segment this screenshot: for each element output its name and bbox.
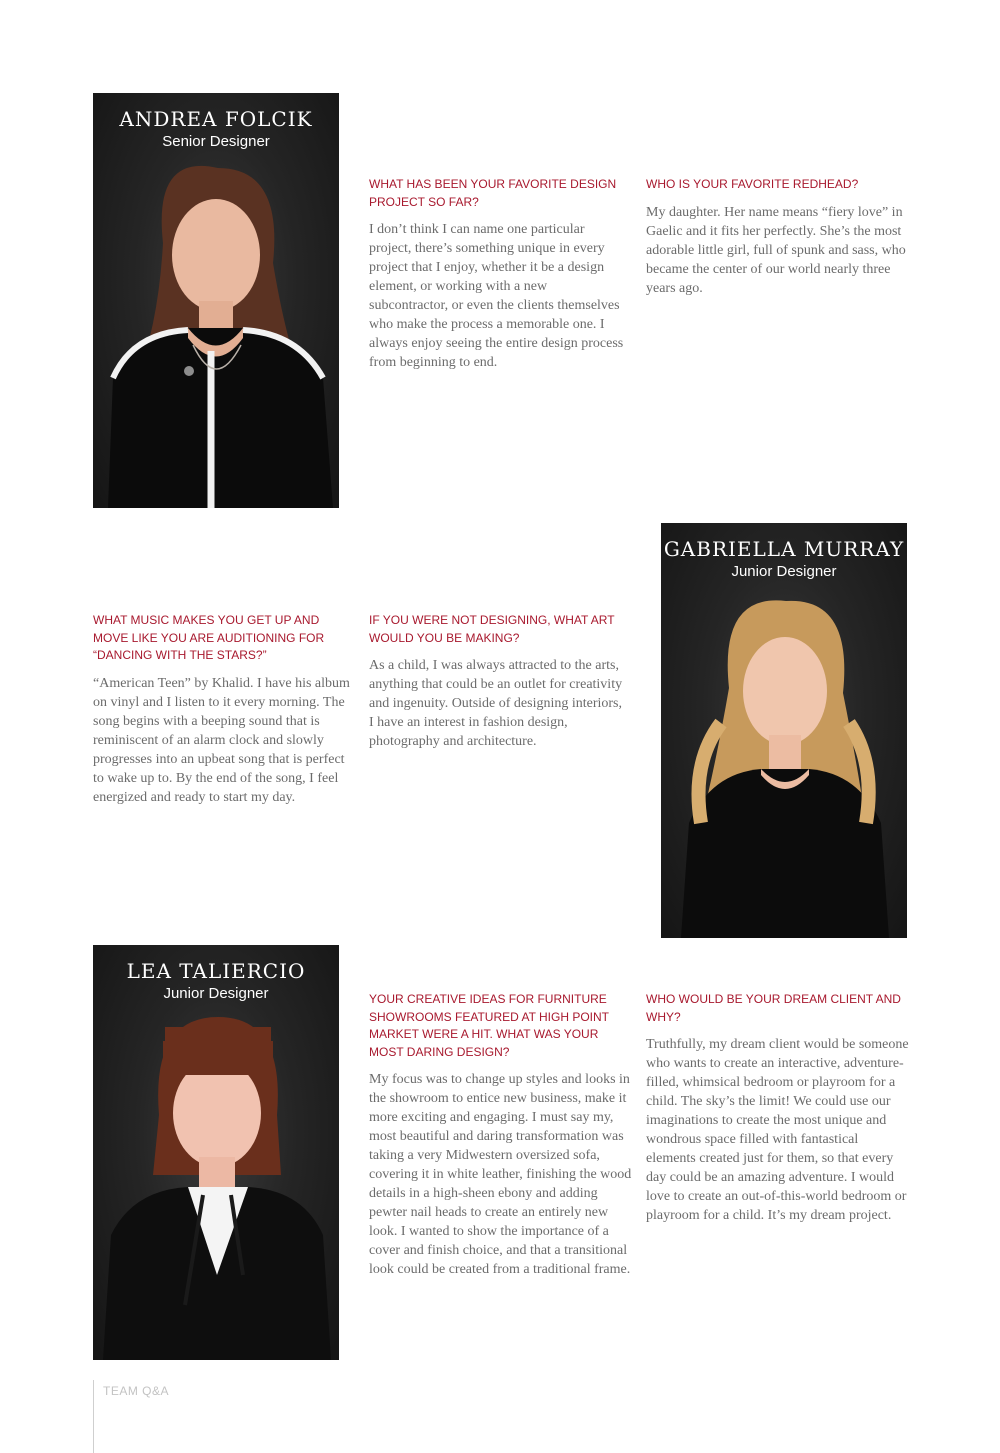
answer: My focus was to change up styles and looks in the showroom to entice new business, make it more exciting and engaging. I must say my, most beautiful and daring transformation was taking a very Midwestern oversized sofa, covering it in white leather, finishing the wood details in a high-sheen ebony and adding pewter nail heads to create an entirely new look. I wanted to show the importance of a cover and finish choice, and that a transitional look could be created from a traditional frame. (369, 1072, 632, 1277)
qa-block (646, 991, 911, 1225)
portrait-lea-taliercio (93, 945, 339, 1360)
answer: I don’t think I can name one particular project, there’s something unique in every project that I enjoy, whether it be a design element, or working with a new subcontractor, or even the clients themselves who make the process a memorable one. I always enjoy seeing the entire design process from beginning to end. (369, 222, 624, 370)
footer-section-label: TEAM Q&A (103, 1384, 170, 1398)
qa-block (93, 612, 355, 807)
question: WHAT HAS BEEN YOUR FAVORITE DESIGN PROJECT SO FAR? (369, 177, 617, 209)
portrait-andrea-folcik (93, 93, 339, 508)
question: WHO IS YOUR FAVORITE REDHEAD? (646, 177, 859, 191)
footer-divider (93, 1380, 94, 1453)
answer: “American Teen” by Khalid. I have his album on vinyl and I listen to it every morning. The song begins with a beeping sound that is reminiscent of an alarm clock and slowly progresses into an upbeat song that is perfect to wake up to. By the end of the song, I feel energized and ready to start my day. (93, 675, 350, 805)
answer: My daughter. Her name means “fiery love” in Gaelic and it fits her perfectly. She’s the most adorable little girl, full of spunk and sass, who became the center of our world nearly three years ago. (646, 204, 906, 296)
profile-role: Junior Designer (163, 985, 269, 1002)
question: IF YOU WERE NOT DESIGNING, WHAT ART WOULD YOU BE MAKING? (369, 613, 615, 645)
question: WHAT MUSIC MAKES YOU GET UP AND MOVE LIKE YOU ARE AUDITIONING FOR “DANCING WITH THE STARS?” (93, 613, 325, 662)
answer: Truthfully, my dream client would be someone who wants to create an interactive, adventure-filled, whimsical bedroom or playroom for a child. The sky’s the limit! We could use our imaginations to create the most unique and wondrous space filled with fantastical elements created just for them, so that every day could be an amazing adventure. I would love to create an out-of-this-world bedroom or playroom for a child. It’s my dream project. (646, 1037, 909, 1223)
qa-block (646, 176, 908, 298)
qa-block (369, 612, 624, 751)
profile-name: GABRIELLA MURRAY (663, 537, 905, 561)
portrait-illustration (93, 93, 339, 508)
answer: As a child, I was always attracted to the arts, anything that could be an outlet for creativity and ingenuity. Outside of designing interiors, I have an interest in fashion design, photography and architecture. (369, 658, 623, 749)
portrait-illustration (661, 523, 907, 938)
portrait-illustration (93, 945, 339, 1360)
profile-role: Senior Designer (162, 133, 270, 150)
question: WHO WOULD BE YOUR DREAM CLIENT AND WHY? (646, 992, 901, 1024)
profile-role: Junior Designer (731, 563, 837, 580)
profile-name: ANDREA FOLCIK (119, 107, 313, 131)
qa-block (369, 176, 624, 372)
question: YOUR CREATIVE IDEAS FOR FURNITURE SHOWROOMS FEATURED AT HIGH POINT MARKET WERE A HIT. WHAT WAS YOUR MOST DARING DESIGN? (369, 992, 609, 1059)
qa-block (369, 991, 634, 1279)
portrait-gabriella-murray (661, 523, 907, 938)
profile-name: LEA TALIERCIO (126, 959, 306, 983)
